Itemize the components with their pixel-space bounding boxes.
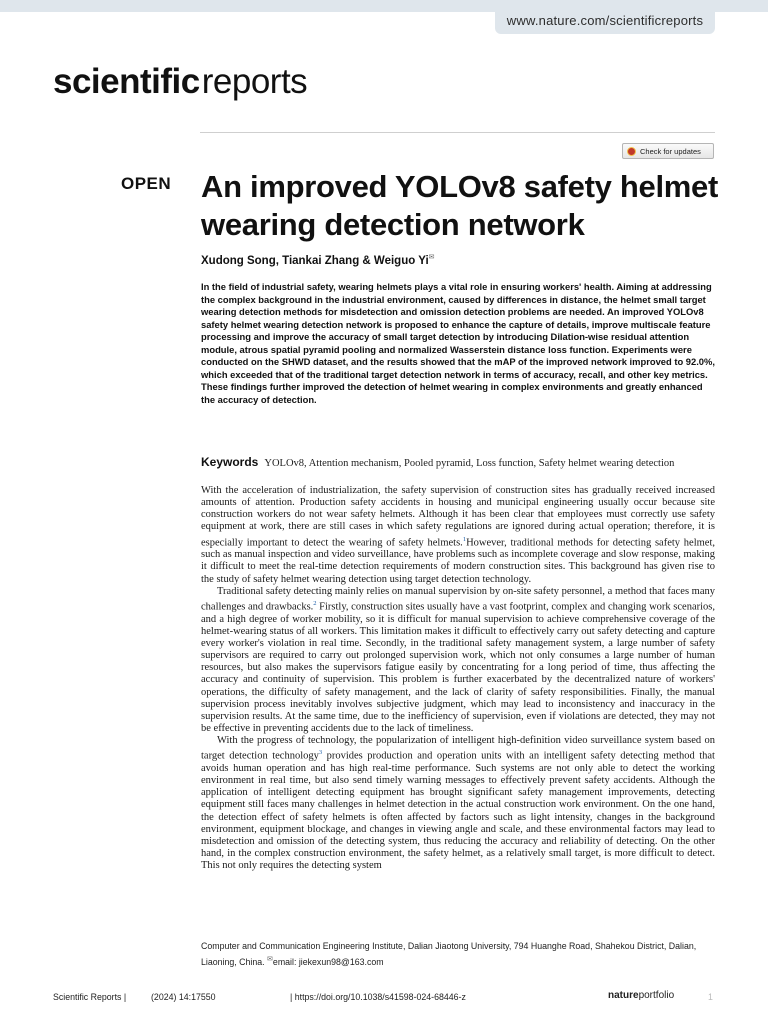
keywords-list: YOLOv8, Attention mechanism, Pooled pyramid, Loss function, Safety helmet wearing detection <box>264 458 675 469</box>
corresponding-email[interactable]: email: jiekexun98@163.com <box>272 956 384 967</box>
paragraph-2: Traditional safety detecting mainly relies on manual supervision by on-site safety personnel, a method that faces many challenges and drawbacks.$^2$ Firstly, construction sites usually have a vast footprint, complex and changing work scenarios, and a high degree of worker mobility, so it is difficult for manual supervision to achieve comprehensive coverage of the helmet-wearing status of all workers. This limitation makes it difficult to effectively carry out safety detecting and capture every worker's violation in real time. Secondly, in the traditional safety management system, a large number of safety supervisors are required to carry out prolonged supervision work, which not only consumes a large number of human resources, but also makes the supervisors fatigue easily by concentrating for a long period of time, thus affecting the accuracy and continuity of supervision. This problem is further exacerbated by the decentralized nature of workers' operations, the difficulty of safety management, and the lack of clarity of safety responsibilities. Finally, the manual supervision process inevitably involves subjective judgment, which may lead to inconsistency and inaccuracy in the supervision results. At the same time, due to the inefficiency of supervision, even if violations are detected, they may not be effective in preventing accidents due to the lack of timeliness. <box>201 585 715 734</box>
check-for-updates-button[interactable] <box>622 143 714 159</box>
abstract: In the field of industrial safety, wearing helmets plays a vital role in ensuring workers' health. Aiming at addressing the complex background in the industrial environment, caused by differences in distance, the helmet small target wearing detection methods for misdetection and omission detection problems are needed. An improved YOLOv8 safety helmet wearing detection network is proposed to enhance the capture of details, improve multiscale feature processing and improve the accuracy of small target detection by introducing Dilation-wise residual attention module, atrous spatial pyramid pooling and normalized Wasserstein distance loss function. Experiments were conducted on the SHWD dataset, and the results showed that the mAP of the improved network improved to 92.0%, which exceeded that of the traditional target detection network in terms of accuracy, recall, and other key metrics. These findings further improved the detection of helmet wearing in complex environments and greatly enhanced the accuracy of detection. <box>201 281 715 405</box>
footer-doi-link[interactable]: | https://doi.org/10.1038/s41598-024-68446-z <box>290 992 466 1002</box>
journal-logo[interactable] <box>53 62 307 102</box>
logo-bold-text: scientific <box>53 62 200 101</box>
publisher-logo: natureportfolio <box>608 990 675 1001</box>
crossmark-icon <box>627 147 636 156</box>
citation-link[interactable]: 1 <box>462 535 467 543</box>
citation-link[interactable]: 3 <box>318 749 323 757</box>
journal-url[interactable]: www.nature.com/scientificreports <box>495 8 715 34</box>
page-footer <box>53 990 715 1006</box>
paragraph-3: With the progress of technology, the popularization of intelligent high-definition video surveillance system based on target detection technology$^3$ provides production and operation units with an intelligent safety detecting method that avoids human operation and has high real-time performance. Such systems are not only able to detect the working environment in real time, but also send timely warning messages to effectively prevent safety accidents. Although the application of intelligent detecting equipment has brought significant safety management improvements, detecting equipment still faces many challenges in helmet detection in the actual construction work environment. On the one hand, the detection effect of safety helmets is often affected by factors such as light intensity, changes in the background environment, equipment blockage, and changes in viewing angle and scale, and these environmental factors may lead to misdetection and omission of the detecting system, thus reducing the accuracy and reliability of detecting. On the other hand, in the complex construction environment, the safety helmet, as a relatively small target, is more difficult to detect. This not only requires the detecting system <box>201 735 715 872</box>
authors-text[interactable]: Xudong Song, Tiankai Zhang & Weiguo Yi <box>201 254 429 267</box>
footer-journal: Scientific Reports | <box>53 992 127 1002</box>
article-title: An improved YOLOv8 safety helmet wearing detection network <box>201 169 718 242</box>
paragraph-1: With the acceleration of industrialization, the safety supervision of construction sites has gradually received increased amounts of attention. Production safety accidents in housing and municipal engineering usually occur because site construction workers do not wear safety helmets. Although it has been clear that employees must correctly use safety equipment at work, there are still cases in which safety regulations are ignored during actual operation; therefore, it is especially important to detect the wearing of safety helmets.$^1$However, traditional methods for detecting safety helmet, such as manual inspection and video surveillance, have problems such as incomplete coverage and slow response, making it difficult to meet the real-time detection requirements of modern construction sites. This background has given rise to the study of safety helmet wearing detection using target detection technology. <box>201 485 715 585</box>
page-number: 1 <box>708 992 713 1002</box>
citation-link[interactable]: 2 <box>313 599 317 607</box>
author-list <box>201 253 435 267</box>
check-for-updates-label: Check for updates <box>640 146 701 156</box>
keywords-section <box>201 455 721 469</box>
footer-volume: (2024) 14:17550 <box>151 992 216 1002</box>
logo-regular-text: reports <box>201 62 308 101</box>
affiliation-text: Computer and Communication Engineering Institute, Dalian Jiaotong University, 794 Huanghe Road, Shahekou District, Dalian, Liaoning, China. <box>201 941 697 967</box>
header-divider <box>200 132 715 133</box>
keywords-label: Keywords <box>201 455 259 469</box>
email-icon: ✉ <box>267 956 273 963</box>
open-access-label: OPEN <box>121 174 172 193</box>
body-text <box>201 485 715 921</box>
corresponding-email-icon[interactable]: ✉ <box>428 254 435 261</box>
affiliation-note <box>201 940 721 969</box>
